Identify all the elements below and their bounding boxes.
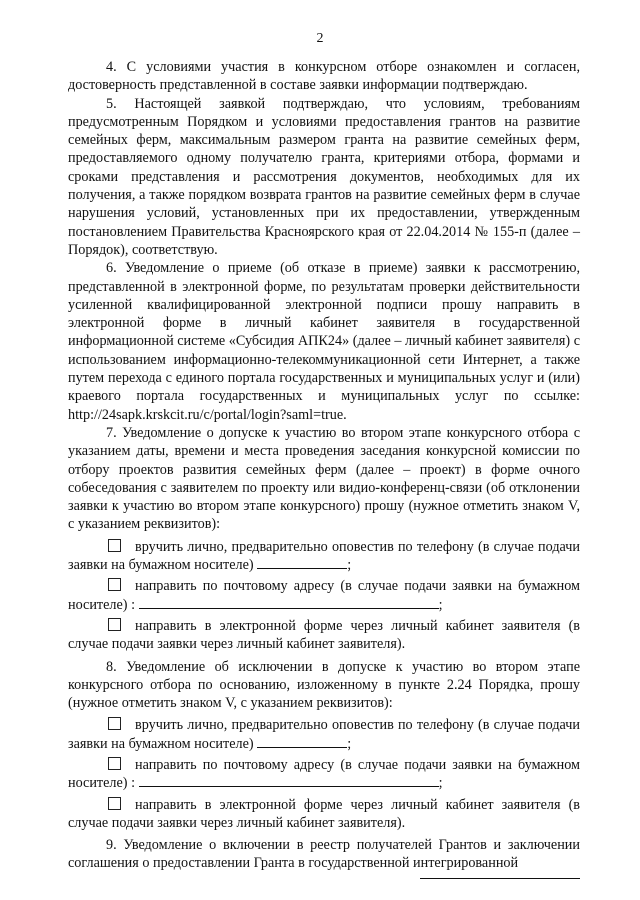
address-blank[interactable]: [139, 596, 439, 609]
checkbox[interactable]: [108, 618, 121, 631]
checkbox[interactable]: [108, 757, 121, 770]
option-text: направить по почтовому адресу (в случае подачи заявки на бумажном носителе) :: [68, 578, 580, 613]
option-text: вручить лично, предварительно оповестив по телефону (в случае подачи заявки на бумажном носителе): [68, 538, 580, 574]
option-text: направить в электронной форме через личный кабинет заявителя (в случае подачи заявки через личный кабинет заявителя).: [68, 617, 580, 653]
footer-rule: [420, 878, 580, 879]
paragraph-4: 4. С условиями участия в конкурсном отборе ознакомлен и согласен, достоверность представленной в составе заявки информации подтверждаю.: [68, 59, 580, 94]
checkbox[interactable]: [108, 539, 121, 552]
paragraph-9: 9. Уведомление о включении в реестр получателей Грантов и заключении соглашения о предоставлении Гранта в государственной интегрированной: [68, 837, 580, 872]
option-text: направить по почтовому адресу (в случае подачи заявки на бумажном носителе) :: [68, 756, 580, 792]
p8-option-postal: направить по почтовому адресу (в случае подачи заявки на бумажном носителе) : ;: [68, 756, 580, 792]
checkbox[interactable]: [108, 717, 121, 730]
paragraph-7: 7. Уведомление о допуске к участию во втором этапе конкурсного отбора с указанием даты, времени и места проведения заседания конкурсной комиссии по отбору проектов развития семейных ферм (далее – проект) в форме очного собеседования с заявителем по проекту или видио-конференц-связи (об отклонении заявки к участию во втором этапе конкурсного) прошу (нужное отметить знаком V, с указанием реквизитов):: [68, 424, 580, 533]
address-blank[interactable]: [139, 774, 439, 787]
p7-option-electronic: [68, 617, 580, 654]
checkbox[interactable]: [108, 578, 121, 591]
paragraph-5: 5. Настоящей заявкой подтверждаю, что условиям, требованиям предусмотренным Порядком и условиями предоставления грантов на развитие семейных ферм, максимальным размером гранта на развитие семейных ферм, предоставляемого одному получателю гранта, критериями отбора, формами и сроками представления и рассмотрения документов, необходимых для их получения, а также порядком возврата грантов на развитие семейных ферм в случае нарушения условий, установленных при их предоставлении, утвержденным постановлением Правительства Красноярского края от 22.04.2014 № 155-п (далее – Порядок), соответствую.: [68, 95, 580, 258]
p7-option-hand-delivery: вручить лично, предварительно оповестив по телефону (в случае подачи заявки на бумажном носителе) ;: [68, 538, 580, 574]
paragraph-8: 8. Уведомление об исключении в допуске к участию во втором этапе конкурсного отбора по основанию, изложенному в пункте 2.24 Порядка, прошу (нужное отметить знаком V, с указанием реквизитов):: [68, 658, 580, 712]
phone-blank[interactable]: [257, 556, 347, 569]
document-body: [68, 58, 580, 873]
phone-blank[interactable]: [257, 735, 347, 748]
paragraph-6: 6. Уведомление о приеме (об отказе в приеме) заявки к рассмотрению, представленной в электронной форме, по результатам проверки действительности усиленной квалифицированной электронной подписи прошу направить в электронной форме в личный кабинет заявителя в государственной информационной системе «Субсидия АПК24» (далее – личный кабинет заявителя) с использованием информационно-телекоммуникационной сети Интернет, а также путем перехода с единого портала государственных и муниципальных услуг и (или) краевого портала государственных и муниципальных услуг по ссылке: http://24sapk.krskcit.ru/c/portal/login?saml=true.: [68, 260, 580, 423]
option-text: вручить лично, предварительно оповестив по телефону (в случае подачи заявки на бумажном носителе): [68, 717, 580, 752]
p7-option-postal: направить по почтовому адресу (в случае подачи заявки на бумажном носителе) : ;: [68, 578, 580, 613]
p8-option-electronic: [68, 796, 580, 833]
p8-option-hand-delivery: вручить лично, предварительно оповестив по телефону (в случае подачи заявки на бумажном носителе) ;: [68, 717, 580, 752]
checkbox[interactable]: [108, 797, 121, 810]
page-number: 2: [316, 31, 324, 46]
option-text: направить в электронной форме через личный кабинет заявителя (в случае подачи заявки через личный кабинет заявителя).: [68, 796, 580, 831]
